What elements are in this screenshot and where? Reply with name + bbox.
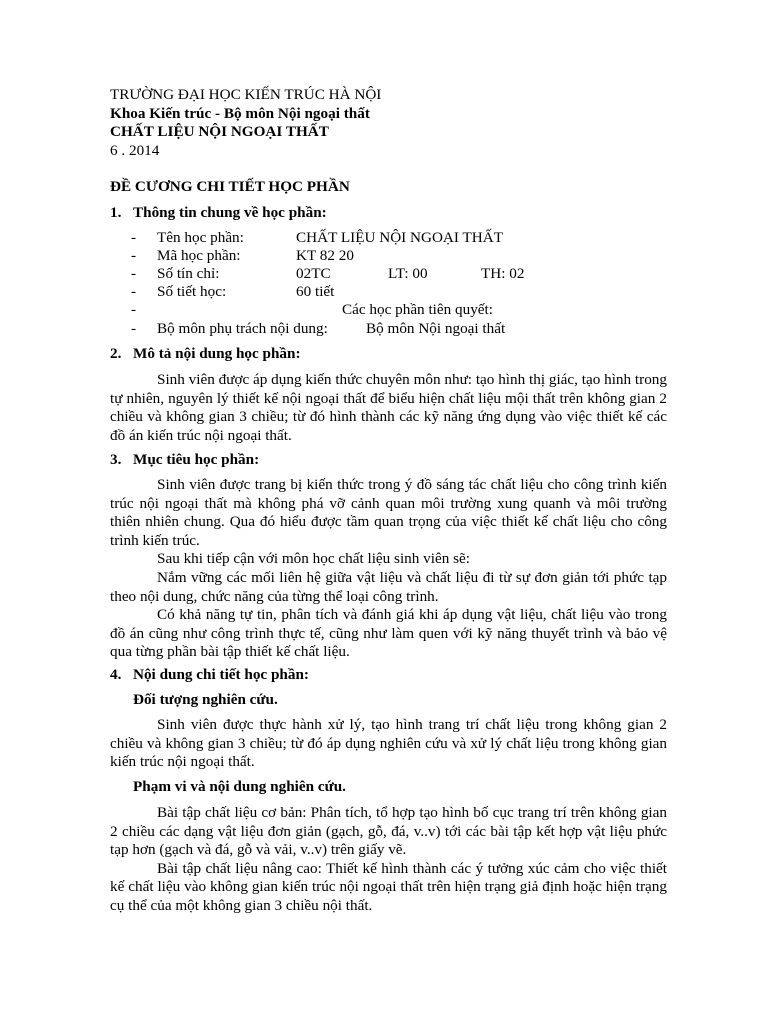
info-value: KT 82 20 xyxy=(296,247,354,264)
info-label: Số tín chỉ: xyxy=(157,265,220,282)
subsection-research-scope: Phạm vi và nội dung nghiên cứu. xyxy=(133,778,346,795)
info-value: 02TC xyxy=(296,265,331,282)
bullet-dash: - xyxy=(131,320,137,337)
section-3-heading xyxy=(110,451,259,470)
bullet-dash: - xyxy=(131,265,137,282)
paragraph: Bài tập chất liệu cơ bản: Phân tích, tổ hợp tạo hình bố cục trang trí trên không gian 2 chiều các dạng vật liệu đơn giản (gạch, gỗ, đá, v..v) tới các bài tập kết hợp vật liệu phức tạp hơn (gạch và đá, gỗ và vải, v..v) trên giấy vẽ. xyxy=(110,804,667,859)
paragraph: Sinh viên được áp dụng kiến thức chuyên môn như: tạo hình thị giác, tạo hình trong tự nhiên, nguyên lý thiết kế nội ngoại thất để biểu hiện chất liệu mội thất trên không gian 2 chiều và không gian 3 chiều; từ đó hình thành các kỹ năng ứng dụng vào việc thiết kế các đồ án kiến trúc nội ngoại thất. xyxy=(110,371,667,444)
paragraph: Nắm vững các mối liên hệ giữa vật liệu và chất liệu đi từ sự đơn giản tới phức tạp theo nội dung, chức năng của từng thể loại công trình. xyxy=(110,568,667,605)
info-value: CHẤT LIỆU NỘI NGOẠI THẤT xyxy=(296,229,503,246)
practice-hours: TH: 02 xyxy=(481,265,525,282)
document-date: 6 . 2014 xyxy=(110,141,160,159)
section-2-body xyxy=(110,371,667,445)
university-name: TRƯỜNG ĐẠI HỌC KIẾN TRÚC HÀ NỘI xyxy=(110,86,382,103)
section-title: Nội dung chi tiết học phần: xyxy=(133,666,309,683)
paragraph: Sinh viên được trang bị kiến thức trong ý đồ sáng tác chất liệu cho công trình kiến trúc nội ngoại thất mà không phá vỡ cảnh quan môi trường xung quanh và môi trường thiên nhiên chung. Qua đó hiểu được tầm quan trọng của việc thiết kế chất liệu cho công trình kiến trúc. xyxy=(110,476,667,549)
theory-hours: LT: 00 xyxy=(388,265,428,282)
section-3-body xyxy=(110,476,667,662)
bullet-dash: - xyxy=(131,301,137,318)
info-label: Số tiết học: xyxy=(157,283,227,300)
paragraph: Sau khi tiếp cận với môn học chất liệu sinh viên sẽ: xyxy=(157,550,470,568)
section-1-heading xyxy=(110,204,327,223)
info-label: Tên học phần: xyxy=(157,229,244,246)
section-2-heading xyxy=(110,345,301,364)
section-number: 2. xyxy=(110,345,122,362)
section-title: Mô tả nội dung học phần: xyxy=(133,345,301,362)
info-label: Các học phần tiên quyết: xyxy=(342,301,493,318)
info-label: Bộ môn phụ trách nội dung: xyxy=(157,320,328,337)
info-value: Bộ môn Nội ngoại thất xyxy=(366,320,506,337)
section-4-heading xyxy=(110,666,309,685)
document-title: ĐỀ CƯƠNG CHI TIẾT HỌC PHẦN xyxy=(110,178,350,195)
course-title: CHẤT LIỆU NỘI NGOẠI THẤT xyxy=(110,123,329,141)
research-scope-body xyxy=(110,804,667,916)
info-label: Mã học phần: xyxy=(157,247,241,264)
bullet-dash: - xyxy=(131,229,137,246)
section-number: 1. xyxy=(110,204,122,221)
faculty-line: Khoa Kiến trúc - Bộ môn Nội ngoại thất xyxy=(110,104,370,122)
section-number: 4. xyxy=(110,666,122,683)
section-title: Mục tiêu học phần: xyxy=(133,451,260,468)
paragraph: Sinh viên được thực hành xử lý, tạo hình trang trí chất liệu trong không gian 2 chiều và không gian 3 chiều; từ đó áp dụng nghiên cứu và xử lý chất liệu trong không gian kiến trúc nội ngoại thất. xyxy=(110,716,667,771)
bullet-dash: - xyxy=(131,283,137,300)
section-title: Thông tin chung về học phần: xyxy=(133,204,327,221)
research-object-body xyxy=(110,716,667,772)
paragraph: Có khả năng tự tin, phân tích và đánh giá khi áp dụng vật liệu, chất liệu vào trong đồ án cũng như công trình thực tế, cũng như làm quen với kỹ năng thuyết trình và bảo vệ qua từng phần bài tập thiết kế chất liệu. xyxy=(110,606,667,661)
subsection-research-object: Đối tượng nghiên cứu. xyxy=(133,691,278,708)
paragraph: Bài tập chất liệu nâng cao: Thiết kế hình thành các ý tưởng xúc cảm cho việc thiết kế chất liệu vào không gian kiến trúc nội ngoại thất trên hiện trạng giả định hoặc hiện trạng cụ thể của một không gian 3 chiều nội thất. xyxy=(110,859,667,914)
document-header xyxy=(110,86,381,160)
info-value: 60 tiết xyxy=(296,283,335,300)
bullet-dash: - xyxy=(131,247,137,264)
section-number: 3. xyxy=(110,451,122,468)
